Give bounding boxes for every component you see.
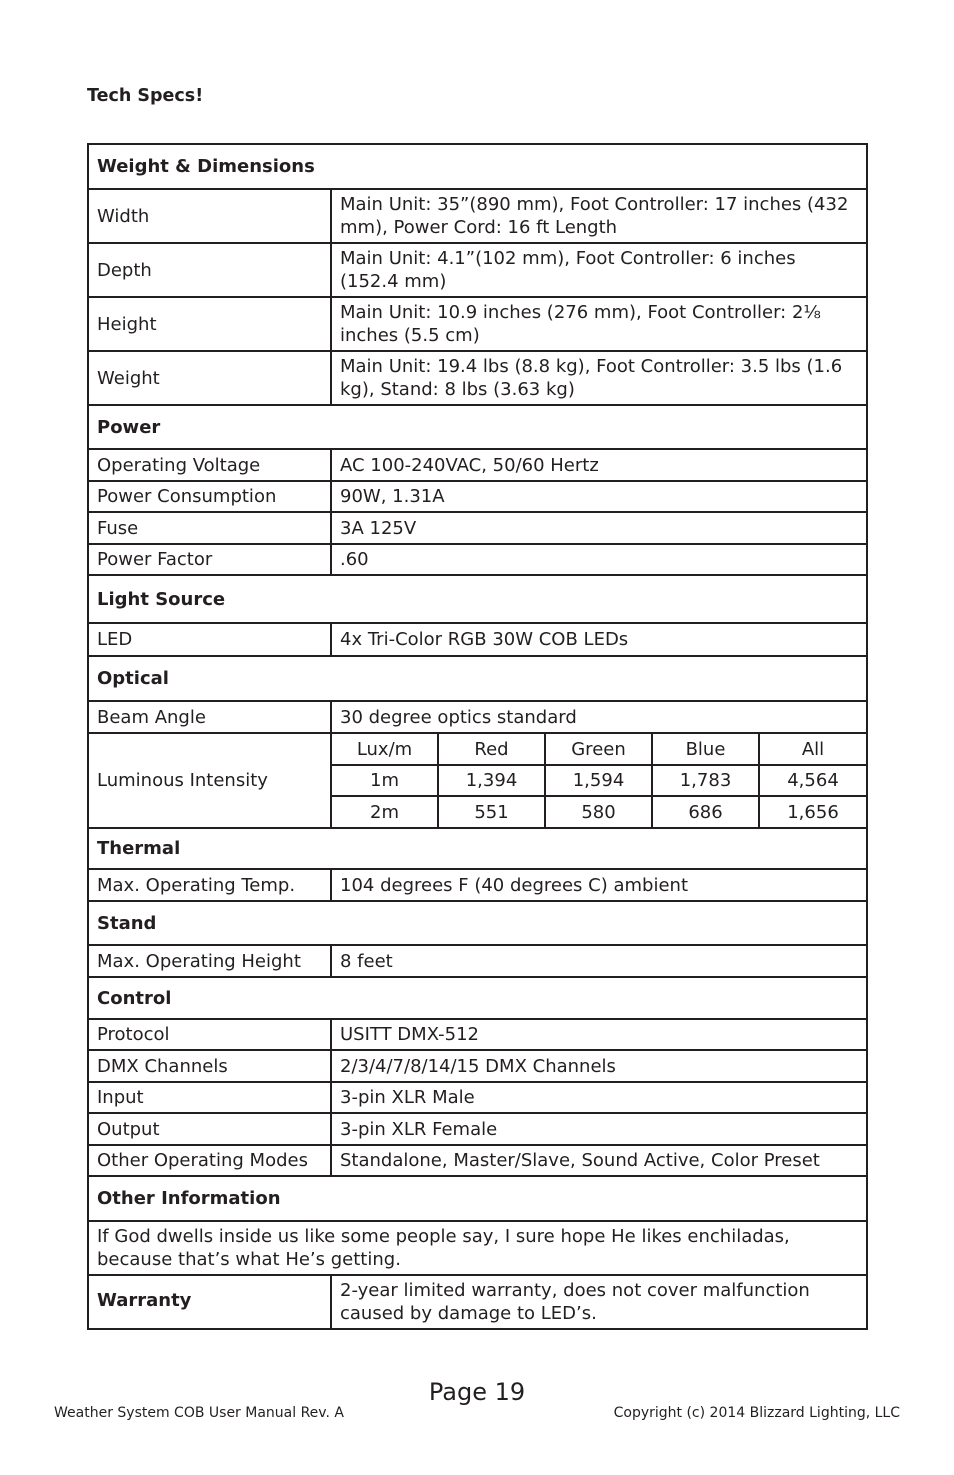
luminous-cell: 580	[545, 796, 652, 828]
warranty-label: Warranty	[88, 1275, 331, 1329]
table-row	[88, 512, 867, 544]
spec-label: Output	[88, 1113, 331, 1145]
spec-value: Main Unit: 19.4 lbs (8.8 kg), Foot Controller: 3.5 lbs (1.6 kg), Stand: 8 lbs (3.63 kg)	[331, 351, 867, 405]
luminous-cell: 551	[438, 796, 545, 828]
spec-value: 3-pin XLR Male	[331, 1082, 867, 1113]
luminous-header: Green	[545, 733, 652, 765]
spec-value: USITT DMX-512	[331, 1019, 867, 1050]
spec-value: Standalone, Master/Slave, Sound Active, Color Preset	[331, 1145, 867, 1176]
table-row	[88, 481, 867, 512]
luminous-cell: 1,656	[759, 796, 867, 828]
section-title-power: Power	[88, 405, 867, 449]
table-row	[88, 351, 867, 405]
other-information-note: If God dwells inside us like some people say, I sure hope He likes enchiladas, because that’s what He’s getting.	[88, 1221, 867, 1275]
spec-value: Main Unit: 4.1”(102 mm), Foot Controller: 6 inches (152.4 mm)	[331, 243, 867, 297]
table-row	[88, 945, 867, 977]
section-title-thermal: Thermal	[88, 828, 867, 869]
spec-value: Main Unit: 10.9 inches (276 mm), Foot Controller: 2⅛ inches (5.5 cm)	[331, 297, 867, 351]
spec-label: Other Operating Modes	[88, 1145, 331, 1176]
spec-label: Input	[88, 1082, 331, 1113]
table-row	[88, 1050, 867, 1082]
luminous-header: Lux/m	[331, 733, 438, 765]
luminous-header: Blue	[652, 733, 759, 765]
luminous-header: Red	[438, 733, 545, 765]
spec-value: 8 feet	[331, 945, 867, 977]
spec-value: 3A 125V	[331, 512, 867, 544]
spec-label: Depth	[88, 243, 331, 297]
table-row	[88, 1019, 867, 1050]
luminous-cell: 2m	[331, 796, 438, 828]
spec-value: 104 degrees F (40 degrees C) ambient	[331, 869, 867, 901]
table-row	[88, 1145, 867, 1176]
section-title-weight-dimensions: Weight & Dimensions	[88, 144, 867, 189]
table-row	[88, 701, 867, 733]
table-row	[88, 544, 867, 575]
tech-specs-table	[87, 143, 868, 1330]
footer-copyright: Copyright (c) 2014 Blizzard Lighting, LLC	[613, 1405, 900, 1421]
spec-label: Operating Voltage	[88, 449, 331, 481]
spec-label: Max. Operating Temp.	[88, 869, 331, 901]
luminous-header: All	[759, 733, 867, 765]
table-row	[88, 189, 867, 243]
section-title-control: Control	[88, 977, 867, 1019]
spec-value: AC 100-240VAC, 50/60 Hertz	[331, 449, 867, 481]
luminous-cell: 1,394	[438, 765, 545, 796]
table-row	[88, 243, 867, 297]
spec-value: 30 degree optics standard	[331, 701, 867, 733]
spec-label: Protocol	[88, 1019, 331, 1050]
luminous-cell: 1,783	[652, 765, 759, 796]
warranty-value: 2-year limited warranty, does not cover malfunction caused by damage to LED’s.	[331, 1275, 867, 1329]
table-row	[88, 1275, 867, 1329]
spec-label: Power Consumption	[88, 481, 331, 512]
table-row	[88, 1221, 867, 1275]
table-row	[88, 1082, 867, 1113]
page-heading: Tech Specs!	[87, 86, 204, 106]
spec-label: Power Factor	[88, 544, 331, 575]
luminous-cell: 4,564	[759, 765, 867, 796]
page-number: Page 19	[428, 1378, 526, 1406]
luminous-header-row	[88, 733, 867, 765]
spec-label: LED	[88, 623, 331, 656]
table-row	[88, 1113, 867, 1145]
section-title-other-information: Other Information	[88, 1176, 867, 1221]
spec-value: Main Unit: 35”(890 mm), Foot Controller: 17 inches (432 mm), Power Cord: 16 ft Length	[331, 189, 867, 243]
spec-label: Beam Angle	[88, 701, 331, 733]
spec-label: Fuse	[88, 512, 331, 544]
table-row	[88, 623, 867, 656]
spec-value: 90W, 1.31A	[331, 481, 867, 512]
spec-label: Weight	[88, 351, 331, 405]
spec-label: Height	[88, 297, 331, 351]
footer-manual-title: Weather System COB User Manual Rev. A	[54, 1405, 344, 1421]
luminous-cell: 1m	[331, 765, 438, 796]
luminous-cell: 686	[652, 796, 759, 828]
table-row	[88, 869, 867, 901]
section-title-stand: Stand	[88, 901, 867, 945]
section-title-optical: Optical	[88, 656, 867, 701]
spec-value: 3-pin XLR Female	[331, 1113, 867, 1145]
spec-value: 4x Tri-Color RGB 30W COB LEDs	[331, 623, 867, 656]
section-title-light-source: Light Source	[88, 575, 867, 623]
spec-value: .60	[331, 544, 867, 575]
spec-label: DMX Channels	[88, 1050, 331, 1082]
luminous-cell: 1,594	[545, 765, 652, 796]
spec-label: Width	[88, 189, 331, 243]
spec-value: 2/3/4/7/8/14/15 DMX Channels	[331, 1050, 867, 1082]
table-row	[88, 449, 867, 481]
spec-label: Max. Operating Height	[88, 945, 331, 977]
spec-label: Luminous Intensity	[88, 733, 331, 828]
table-row	[88, 297, 867, 351]
